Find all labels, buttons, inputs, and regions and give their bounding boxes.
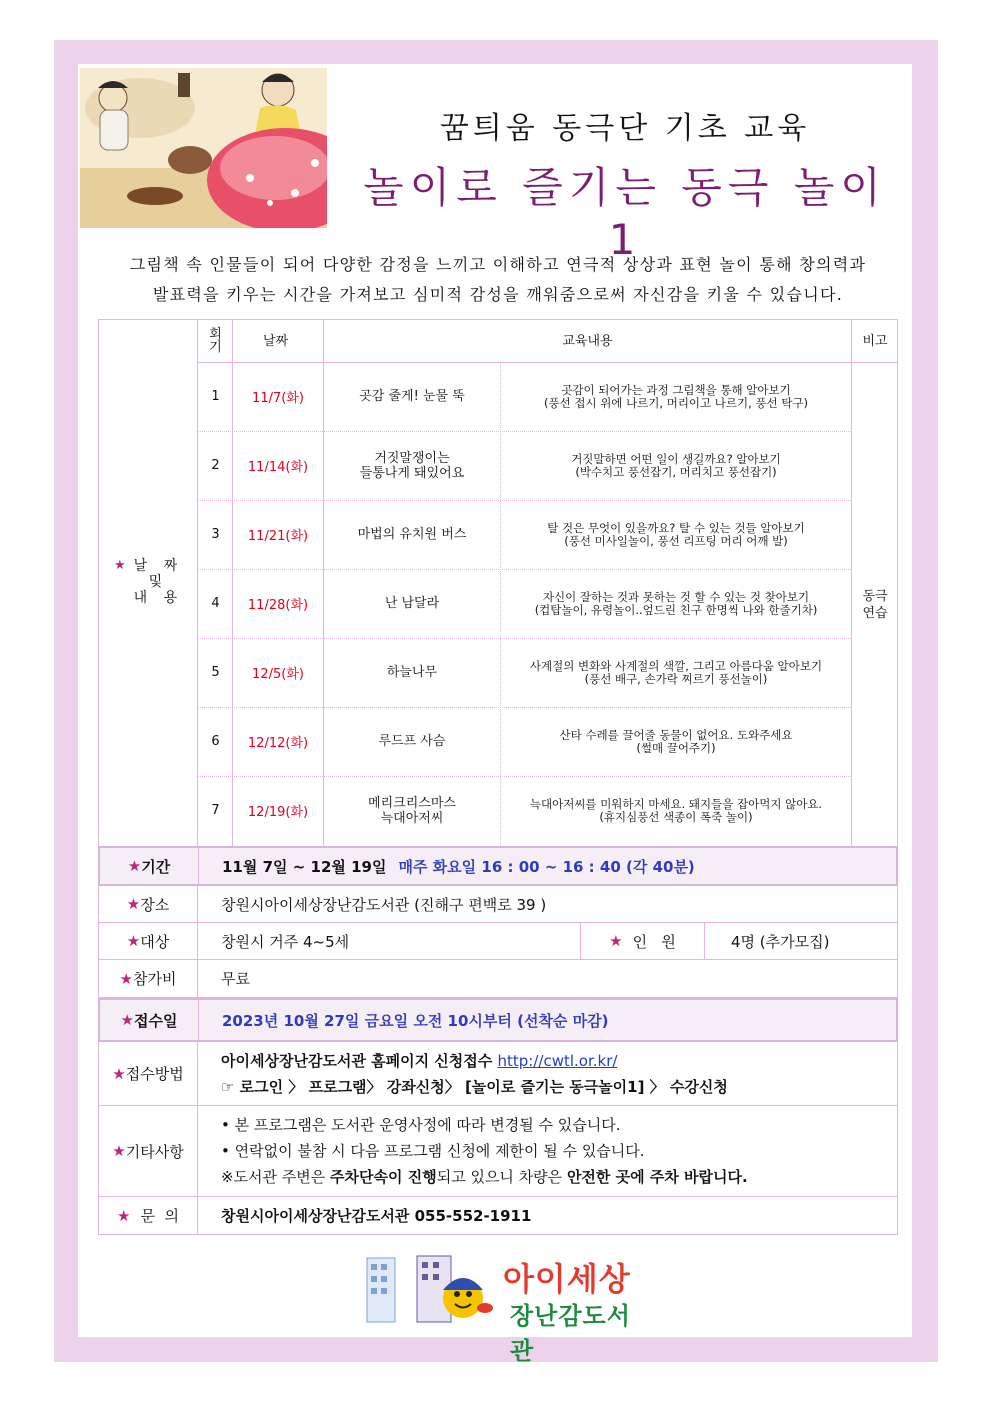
session-date: 12/5(화) bbox=[252, 667, 304, 682]
contact-value: 창원시아이세상장난감도서관 055-552-1911 bbox=[221, 1207, 532, 1225]
apply-method-value: 아이세상장난감도서관 홈페이지 신청접수 http://cwtl.or.kr/ ☞ 로그인 〉 프로그램〉 강좌신청〉 [놀이로 즐기는 동극놀이1] 〉 수강신청 bbox=[221, 1051, 728, 1096]
schedule-row bbox=[99, 569, 897, 638]
intro-line-1: 그림책 속 인물들이 되어 다양한 감정을 느끼고 이해하고 연극적 상상과 표현 놀이 통해 창의력과 bbox=[129, 255, 867, 274]
session-desc: 산타 수레를 끌어줄 동물이 없어요. 도와주세요 (썰매 끌어주기) bbox=[559, 727, 793, 755]
etc-label: ★ 기타사항 bbox=[99, 1106, 198, 1196]
schedule-row bbox=[99, 776, 897, 845]
target-label: ★ 대상 bbox=[99, 923, 198, 959]
header-content: 교육내용 bbox=[562, 333, 613, 349]
program-subtitle: 꿈틔움 동극단 기초 교육 bbox=[439, 111, 811, 146]
session-date: 12/12(화) bbox=[247, 736, 309, 751]
schedule-label-text: 날 짜 및 내 용 bbox=[133, 558, 184, 606]
schedule-note: 동극 연습 bbox=[862, 589, 888, 621]
session-topic: 하늘나무 bbox=[386, 665, 438, 680]
period-value: 11월 7일 ~ 12월 19일 매주 화요일 16 : 00 ~ 16 : 40 (각 40분) bbox=[222, 857, 695, 876]
session-date: 11/28(화) bbox=[247, 598, 309, 613]
contact-row bbox=[98, 1197, 898, 1235]
fee-value: 무료 bbox=[221, 970, 250, 988]
session-no: 4 bbox=[211, 596, 220, 611]
header-illustration bbox=[80, 68, 327, 228]
session-date: 11/21(화) bbox=[247, 529, 309, 544]
session-topic: 메리크리스마스 늑대아저씨 bbox=[368, 795, 456, 826]
fee-label: ★ 참가비 bbox=[99, 960, 198, 997]
session-no: 1 bbox=[211, 389, 220, 404]
library-logo bbox=[365, 1252, 655, 1365]
session-date: 12/19(화) bbox=[247, 805, 309, 820]
apply-date-value: 2023년 10월 27일 금요일 오전 10시부터 (선착순 마감) bbox=[222, 1011, 609, 1030]
session-desc: 거짓말하면 어떤 일이 생길까요? 알아보기 (박수치고 풍선잡기, 머리치고 풍선잡기) bbox=[571, 451, 781, 479]
schedule-row bbox=[99, 707, 897, 776]
session-desc: 사계절의 변화와 사계절의 색깔, 그리고 아름다움 알아보기 (풍선 배구, 손가락 찌르기 풍선놀이) bbox=[529, 658, 823, 686]
apply-method-row bbox=[98, 1042, 898, 1106]
session-topic: 루드프 사슴 bbox=[378, 734, 446, 749]
place-row bbox=[98, 886, 898, 923]
fee-row bbox=[98, 960, 898, 998]
session-no: 3 bbox=[211, 527, 220, 542]
session-desc: 늑대아저씨를 미워하지 마세요. 돼지들을 잡아먹지 않아요. (휴지심풍선 색종이 폭죽 놀이) bbox=[529, 796, 823, 824]
logo-line-2: 장난감도서관 bbox=[510, 1302, 631, 1365]
header-date: 날짜 bbox=[263, 333, 289, 349]
capacity-label: ★ 인 원 bbox=[580, 923, 705, 959]
etc-row bbox=[98, 1106, 898, 1197]
logo-line-1: 아이세상 bbox=[503, 1260, 631, 1298]
period-label: ★ 기간 bbox=[100, 848, 199, 884]
program-title: 놀이로 즐기는 동극 놀이 1 bbox=[363, 163, 887, 264]
apply-method-label: ★ 접수방법 bbox=[99, 1042, 198, 1105]
intro-text bbox=[98, 250, 898, 310]
schedule-row bbox=[99, 638, 897, 707]
intro-line-2: 발표력을 키우는 시간을 가져보고 심미적 감성을 깨워줌으로써 자신감을 키울 수 있습니다. bbox=[152, 285, 844, 304]
session-desc: 탈 것은 무엇이 있을까요? 탈 수 있는 것들 알아보기 (풍선 미사일놀이, 풍선 리프팅 머리 어깨 발) bbox=[547, 520, 805, 548]
star-icon: ★ bbox=[114, 558, 126, 573]
schedule-table bbox=[98, 319, 898, 847]
capacity-value: 4명 (추가모집) bbox=[731, 932, 830, 951]
session-no: 7 bbox=[211, 803, 220, 818]
place-value: 창원시아이세상장난감도서관 (진해구 편백로 39 ) bbox=[221, 895, 547, 914]
session-desc: 곳감이 되어가는 과정 그림책을 통해 알아보기 (풍선 접시 위에 나르기, 머리이고 나르기, 풍선 탁구) bbox=[543, 382, 809, 410]
session-topic: 곳감 줄게! 눈물 뚝 bbox=[359, 389, 465, 404]
session-date: 11/14(화) bbox=[247, 460, 309, 475]
session-topic: 난 남달라 bbox=[384, 596, 440, 611]
schedule-row bbox=[99, 431, 897, 500]
period-row bbox=[98, 846, 898, 886]
apply-date-row bbox=[98, 998, 898, 1042]
target-row bbox=[98, 923, 898, 960]
place-label: ★ 장소 bbox=[99, 886, 198, 922]
session-no: 5 bbox=[211, 665, 220, 680]
session-topic: 마법의 유치원 버스 bbox=[357, 527, 467, 542]
session-desc: 자신이 잘하는 것과 못하는 것 할 수 있는 것 찾아보기 (컵탑놀이, 유령놀이..엎드린 친구 한명씩 나와 한줄기차) bbox=[534, 589, 818, 617]
apply-date-label: ★ 접수일 bbox=[100, 1000, 199, 1040]
target-value: 창원시 거주 4~5세 bbox=[221, 932, 350, 951]
schedule-row bbox=[99, 500, 897, 569]
header-note: 비고 bbox=[862, 333, 888, 349]
session-topic: 거짓말쟁이는 들통나게 돼있어요 bbox=[359, 450, 465, 481]
header-no: 회 기 bbox=[209, 327, 222, 355]
session-date: 11/7(화) bbox=[252, 391, 304, 406]
session-no: 6 bbox=[211, 734, 220, 749]
homepage-link[interactable]: http://cwtl.or.kr/ bbox=[497, 1051, 618, 1070]
contact-label: ★ 문 의 bbox=[99, 1197, 198, 1234]
schedule-row bbox=[99, 362, 897, 431]
session-no: 2 bbox=[211, 458, 220, 473]
etc-value: • 본 프로그램은 도서관 운영사정에 따라 변경될 수 있습니다. • 연락없이 불참 시 다음 프로그램 신청에 제한이 될 수 있습니다. ※도서관 주변은 주차단속이 진행되고 있으니 차량은 안전한 곳에 주차 바랍니다. bbox=[221, 1116, 748, 1186]
